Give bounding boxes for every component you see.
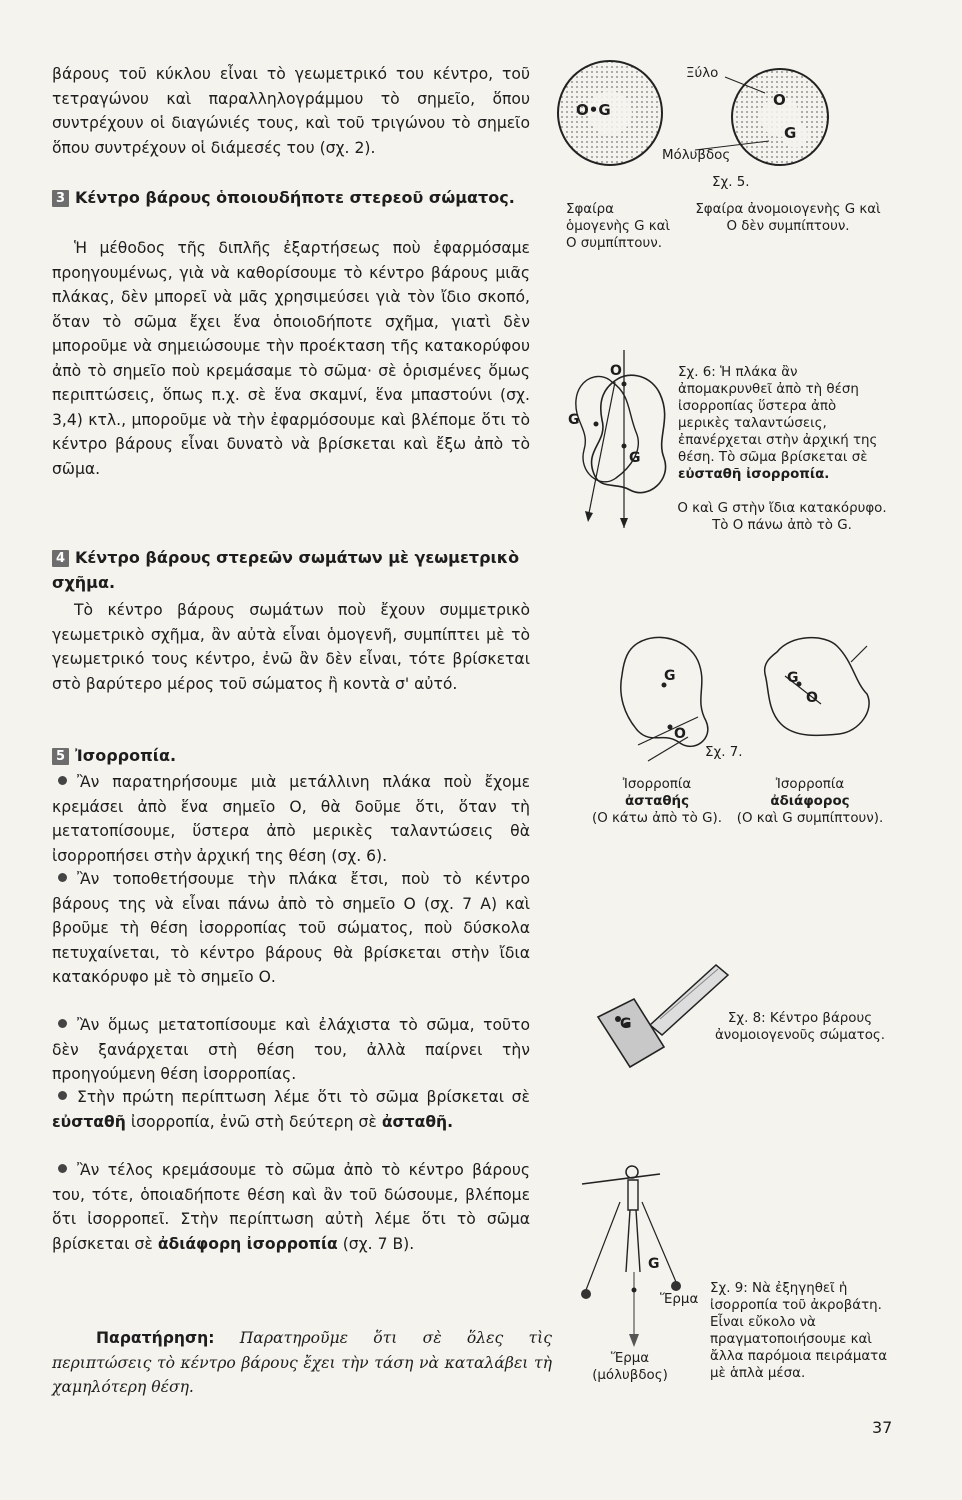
section-5-text-3: Ἂν ὅμως μετατοπίσουμε καὶ ἐλάχιστα τὸ σῶμα, τοῦτο δὲν ξανάρχεται στὴ θέση του, ἀλλὰ παίρνει τὴν προηγούμενη θέση ἰσορροπίας. [52, 1016, 530, 1083]
fig9-weight-bottom: Ἕρμα (μόλυβδος) [592, 1351, 668, 1383]
section-5-paragraph-4 [52, 1085, 530, 1134]
section-5-text-5c: (σχ. 7 Β). [342, 1234, 415, 1253]
fig7-left-o-label: O [674, 726, 686, 742]
fig6-o-label: O [610, 363, 622, 379]
section-4-number: 4 [52, 550, 69, 567]
section-5-text-2: Ἂν τοποθετήσουμε τὴν πλάκα ἔτσι, ποὺ τὸ κέντρο βάρους της νὰ εἶναι πάνω ἀπὸ τὸ σημεῖο Ο (σχ. 7 Α) καὶ βροῦμε τὴ θέση ἰσορροπίας τοῦ σώματος, ποὺ δύσκολα πετυχαίνεται, τὸ κέντρο βάρους θὰ βρίσκεται στὴν ἴδια κατακόρυφο μὲ τὸ σημεῖο Ο. [52, 870, 530, 986]
figure-7a-unstable [598, 625, 728, 765]
section-5-text-4c: ἰσορροπία, ἐνῶ στὴ δεύτερη σὲ [130, 1112, 377, 1131]
fig9-caption: Σχ. 9: Νὰ ἐξηγηθεῖ ἡ ἰσορροπία τοῦ ἀκροβάτη. Εἶναι εὔκολο νὰ πραγματοποιήσουμε καὶ ἄλλα παρόμοια πειράματα μὲ ἁπλὰ μέσα. [710, 1281, 888, 1381]
plate-displaced-shape [576, 376, 639, 481]
section-5-title: Ἰσορροπία. [75, 746, 177, 765]
acrobat-head [626, 1166, 638, 1178]
section-5-text-1: Ἂν παρατηρήσουμε μιὰ μετάλλινη πλάκα ποὺ ἔχομε κρεμάσει ἀπὸ ἕνα σημεῖο Ο, θὰ δοῦμε ὅτι, ὅταν τὴ μετατοπίσουμε, ὕστερα ἀπὸ μερικὲς ταλαντώσεις θὰ ἰσορροπήσει στὴν ἀρχική της θέση (σχ. 6). [52, 773, 530, 865]
fig7-number: Σχ. 7. [705, 745, 743, 760]
section-5-heading [52, 744, 530, 769]
fig7-left-caption [592, 776, 722, 827]
fig7-right-o-label: O [806, 690, 818, 706]
section-5-number: 5 [52, 748, 69, 765]
fig6-g1-label: G [568, 412, 580, 428]
fig6-caption-2: O καὶ G στὴν ἴδια κατακόρυφο. Τὸ O πάνω ἀπὸ τὸ G. [677, 501, 887, 533]
fig7-left-bold: ἀσταθής [624, 794, 690, 809]
fig5-og-label: O•G [576, 101, 611, 119]
fig9-g-label: G [648, 1256, 660, 1272]
section-4-title: Κέντρο βάρους στερεῶν σωμάτων μὲ γεωμετρικὸ σχῆμα. [52, 548, 520, 592]
section-5-text-4a: Στὴν πρώτη περίπτωση λέμε ὅτι τὸ σῶμα βρίσκεται σὲ [77, 1088, 530, 1106]
right-weight [671, 1281, 681, 1291]
fig5-left-caption: Σφαίρα ὁμογενὴς G καὶ O συμπίπτουν. [566, 202, 671, 251]
figure-9-acrobat [580, 1162, 700, 1352]
fig6-caption-text: Σχ. 6: Ἡ πλάκα ἂν ἀπομακρυνθεῖ ἀπὸ τὴ θέση ἰσορροπίας ὕστερα ἀπὸ μερικὲς ταλαντώσεις, ἐπανέρχεται στὴν ἀρχική της θέση. Τὸ σῶμα βρίσκεται σὲ [678, 365, 878, 465]
bullet-icon [58, 1091, 67, 1100]
fig7-right-note: (O καὶ G συμπίπτουν). [736, 811, 884, 826]
section-4-body: Τὸ κέντρο βάρους σωμάτων ποὺ ἔχουν συμμετρικὸ γεωμετρικὸ σχῆμα, ἂν αὐτὰ εἶναι ὁμογενῆ, συμπίπτει μὲ τὸ γεωμετρικό τους κέντρο, ἐνῶ ἂν δὲν εἶναι, τότε βρίσκεται στὸ βαρύτερο μέρος τοῦ σώματος ἢ κοντὰ σ' αὐτό. [52, 601, 530, 693]
observation [52, 1326, 552, 1400]
section-5-paragraph-2 [52, 867, 530, 990]
fig7-right-bold: ἀδιάφορος [770, 794, 850, 809]
bullet-icon [58, 873, 67, 882]
bullet-icon [58, 1019, 67, 1028]
section-3-heading [52, 186, 530, 211]
section-5-paragraph-1 [52, 770, 530, 868]
fig9-arrow-icon [629, 1334, 639, 1347]
bullet-icon [58, 776, 67, 785]
left-weight [581, 1289, 591, 1299]
hammer-head [598, 999, 664, 1067]
fig9-weight-right: Ἕρμα [660, 1292, 699, 1307]
fig7-left-g-label: G [664, 668, 676, 684]
page-number: 37 [872, 1418, 893, 1437]
unstable-term: ἀσταθῆ. [381, 1112, 454, 1131]
fig5-right-caption: Σφαίρα ἀνομοιογενὴς G καὶ O δὲν συμπίπτουν. [695, 202, 881, 234]
fig5-number: Σχ. 5. [712, 175, 750, 190]
bullet-icon [58, 1164, 67, 1173]
fig6-arrow-icon [620, 518, 628, 528]
observation-label: Παρατήρηση: [96, 1329, 215, 1347]
stable-term: εὐσταθῆ [52, 1112, 126, 1131]
fig8-g-label: G [620, 1016, 632, 1032]
fig5-o-label: O [773, 91, 786, 109]
fig6-g2-label: G [629, 450, 641, 466]
fig7-right-title: Ἰσορροπία [775, 777, 845, 792]
section-5-text-5a: Ἂν τέλος κρεμάσουμε τὸ σῶμα ἀπὸ τὸ κέντρο βάρους του, τότε, ὁποιαδήποτε θέση καὶ ἂν τοῦ δώσουμε, βλέπομε ὅτι ἰσορροπεῖ. Στὴν περίπτωση αὐτὴ λέμε ὅτι τὸ σῶμα βρίσκεται σὲ [52, 1161, 530, 1253]
section-3-body: Ἡ μέθοδος τῆς διπλῆς ἐξαρτήσεως ποὺ ἐφαρμόσαμε προηγουμένως, γιὰ νὰ καθορίσουμε τὸ κέντρο βάρους μιᾶς πλάκας, δὲν μπορεῖ νὰ μᾶς χρησιμεύσει γιὰ τὸν ἴδιο σκοπό, ὅταν τὸ σῶμα ἔχει ἕνα ὁποιοδήποτε σχῆμα, γιατὶ δὲν μποροῦμε νὰ σημειώσουμε τὴν προέκταση τῆς κατακορύφου ἀπὸ τὸ σημεῖο ποὺ κρεμάσαμε τὸ σῶμα· σὲ ὁρισμένες ὅμως περιπτώσεις, ὅπως π.χ. σὲ ἕνα σκαμνί, ἕνα μπαστούνι (σχ. 3,4) κτλ., μποροῦμε νὰ τὴν ἐφαρμόσουμε καὶ βλέπομε ὅτι τὸ κέντρο βάρους εἶναι δυνατὸ νὰ βρίσκεται καὶ ἔξω ἀπὸ τὸ σῶμα. [52, 239, 530, 478]
section-4-heading [52, 546, 530, 595]
fig6-caption-bold: εὐσταθῆ ἰσορροπία. [678, 467, 830, 482]
fig7-left-title: Ἰσορροπία [622, 777, 692, 792]
fig7-right-caption [735, 776, 885, 827]
plate-rest-shape [592, 375, 666, 492]
observation-text: Παρατηροῦμε ὅτι σὲ ὅλες τὶς περιπτώσεις τὸ κέντρο βάρους ἔχει τὴν τάση νὰ καταλάβει τὴ χαμηλότερη θέση. [52, 1329, 552, 1396]
section-5-paragraph-3 [52, 1013, 530, 1087]
lead-label: Μόλυβδος [662, 148, 731, 163]
intro-paragraph: βάρους τοῦ κύκλου εἶναι τὸ γεωμετρικό του κέντρο, τοῦ τετραγώνου καὶ παραλληλογράμμου τὸ σημεῖο, ὅπου συντρέχουν οἱ διαγώνιές τους, καὶ τοῦ τριγώνου τὸ σημεῖο ὅπου συντρέχουν οἱ διάμεσές του (σχ. 2). [52, 65, 530, 157]
section-3-number: 3 [52, 190, 69, 207]
fig5-g-label: G [784, 124, 797, 142]
section-3-title: Κέντρο βάρους ὁποιουδήποτε στερεοῦ σώματος. [75, 188, 515, 207]
section-5-paragraph-5 [52, 1158, 530, 1256]
fig8-caption: Σχ. 8: Κέντρο βάρους ἀνομοιογενοῦς σώματος. [714, 1011, 886, 1043]
wood-label: Ξύλο [686, 66, 719, 81]
neutral-term: ἀδιάφορη ἰσορροπία [157, 1234, 338, 1253]
fig7-right-g-label: G [787, 670, 799, 686]
fig6-caption [678, 364, 883, 483]
fig7-left-note: (O κάτω ἀπὸ τὸ G). [592, 811, 722, 826]
